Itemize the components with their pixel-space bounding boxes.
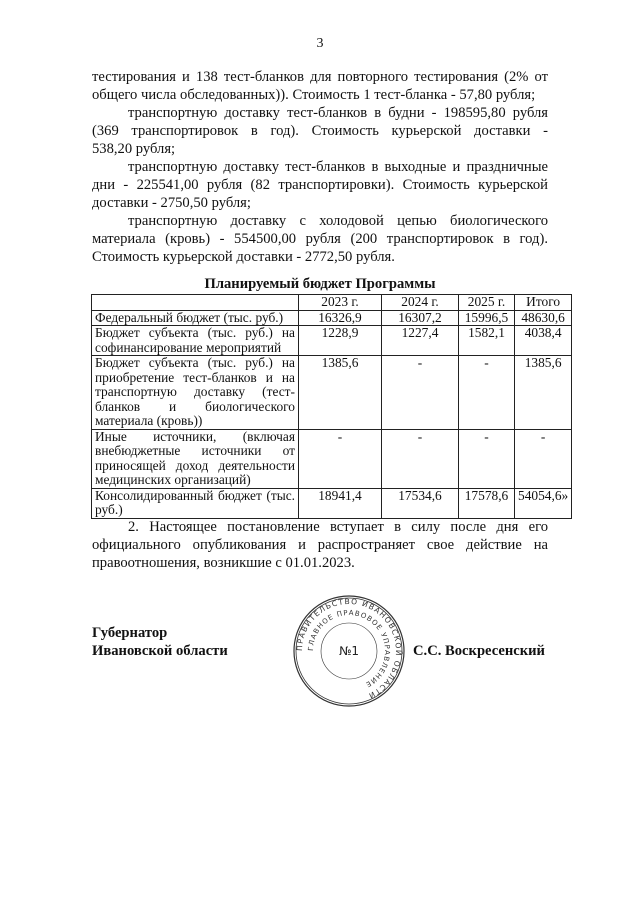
position-line-1: Губернатор: [92, 625, 168, 641]
text-line: (369 транспортировок в год). Стоимость курьерской доставки -: [92, 123, 548, 139]
text-line: дни - 225541,00 рубля (82 транспортировки). Стоимость курьерской: [92, 177, 548, 193]
text-line: транспортную доставку тест-бланков в будни - 198595,80 рубля: [128, 105, 548, 121]
cell-value: 18941,4: [299, 488, 382, 518]
text-line: общего числа обследованных)). Стоимость 1 тест-бланка - 57,80 рубля;: [92, 87, 536, 103]
row-label: Бюджет субъекта (тыс. руб.) на софинансирование мероприятий: [92, 326, 299, 356]
table-title: Планируемый бюджет Программы: [204, 276, 436, 292]
text-line: 2. Настоящее постановление вступает в силу после дня его: [128, 519, 548, 535]
cell-value: 16326,9: [299, 310, 382, 326]
cell-value: 1228,9: [299, 326, 382, 356]
text-line: правоотношения, возникшие с 01.01.2023.: [92, 555, 355, 571]
cell-value: 4038,4: [515, 326, 572, 356]
signatory-position: [92, 624, 228, 660]
table-row: [92, 356, 572, 430]
text-line: официального опубликования и распространяет свое действие на: [92, 537, 548, 553]
table-row: [92, 310, 572, 326]
budget-table: [91, 294, 572, 519]
position-line-2: Ивановской области: [92, 643, 228, 659]
cell-value: 17578,6: [459, 488, 515, 518]
svg-text:ГЛАВНОЕ ПРАВОВОЕ УПРАВЛЕНИЕ: ГЛАВНОЕ ПРАВОВОЕ УПРАВЛЕНИЕ: [306, 608, 392, 689]
signatory-name: С.С. Воскресенский: [413, 643, 545, 659]
cell-value: -: [515, 429, 572, 488]
row-label: Федеральный бюджет (тыс. руб.): [92, 310, 299, 326]
cell-value: 2025 г.: [459, 295, 515, 311]
text-line: транспортную доставку тест-бланков в выходные и праздничные: [128, 159, 548, 175]
svg-text:ПРАВИТЕЛЬСТВО ИВАНОВСКОЙ ОБЛАС: ПРАВИТЕЛЬСТВО ИВАНОВСКОЙ ОБЛАСТИ: [294, 596, 404, 701]
cell-value: 48630,6: [515, 310, 572, 326]
row-label: [92, 295, 299, 311]
text-line: 538,20 рубля;: [92, 141, 176, 157]
cell-value: -: [459, 429, 515, 488]
official-seal: [292, 594, 406, 708]
text-line: доставки - 2750,50 рубля;: [92, 195, 251, 211]
row-label: Иные источники, (включая внебюджетные источники от приносящей доход деятельности медицинских организаций): [92, 429, 299, 488]
cell-value: -: [382, 356, 459, 430]
cell-value: -: [299, 429, 382, 488]
table-header-row: [92, 295, 572, 311]
cell-value: Итого: [515, 295, 572, 311]
cell-value: 54054,6»: [515, 488, 572, 518]
text-line: тестирования и 138 тест-бланков для повторного тестирования (2% от: [92, 69, 548, 85]
page-number: 3: [316, 36, 324, 51]
table-row: [92, 488, 572, 518]
cell-value: -: [459, 356, 515, 430]
cell-value: 1385,6: [299, 356, 382, 430]
cell-value: 1582,1: [459, 326, 515, 356]
row-label: Консолидированный бюджет (тыс. руб.): [92, 488, 299, 518]
cell-value: 2024 г.: [382, 295, 459, 311]
cell-value: 2023 г.: [299, 295, 382, 311]
cell-value: -: [382, 429, 459, 488]
cell-value: 1385,6: [515, 356, 572, 430]
table-row: [92, 429, 572, 488]
svg-text:№1: №1: [338, 644, 360, 658]
cell-value: 17534,6: [382, 488, 459, 518]
row-label: Бюджет субъекта (тыс. руб.) на приобретение тест-бланков и на транспортную доставку (тест-бланков и биологического материала (кровь)): [92, 356, 299, 430]
text-line: материала (кровь) - 554500,00 рубля (200 транспортировок в год).: [92, 231, 548, 247]
cell-value: 16307,2: [382, 310, 459, 326]
cell-value: 15996,5: [459, 310, 515, 326]
cell-value: 1227,4: [382, 326, 459, 356]
table-row: [92, 326, 572, 356]
text-line: Стоимость курьерской доставки - 2772,50 рубля.: [92, 249, 395, 265]
text-line: транспортную доставку с холодовой цепью биологического: [128, 213, 548, 229]
